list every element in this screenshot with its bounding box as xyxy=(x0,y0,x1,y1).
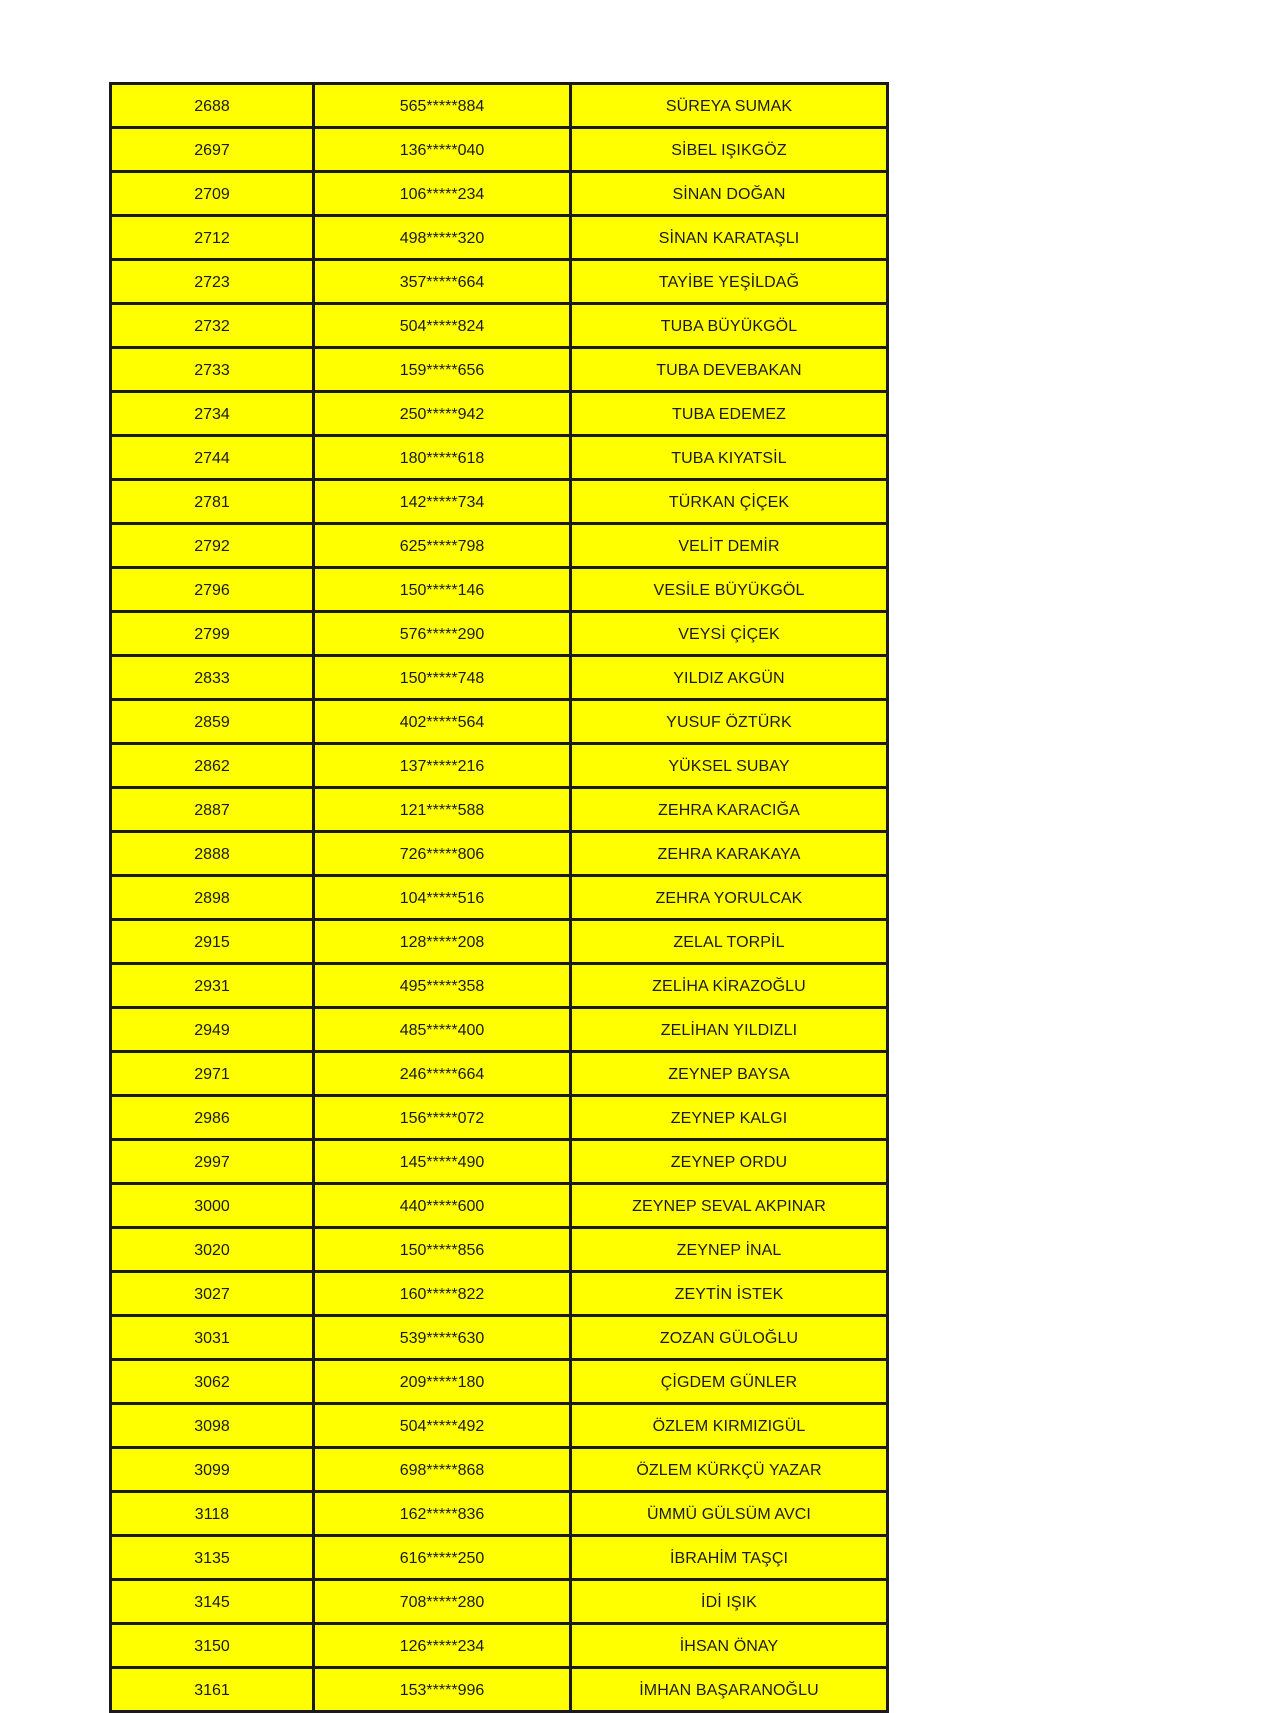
row-number-cell: 2859 xyxy=(111,700,314,744)
masked-id-cell: 153*****996 xyxy=(314,1668,571,1712)
row-number-cell: 3000 xyxy=(111,1184,314,1228)
roster-table-body xyxy=(111,84,888,1712)
table-row xyxy=(111,172,888,216)
roster-table xyxy=(109,82,889,1713)
full-name-cell: ZEHRA KARAKAYA xyxy=(571,832,888,876)
table-row xyxy=(111,84,888,128)
table-row xyxy=(111,1052,888,1096)
masked-id-cell: 121*****588 xyxy=(314,788,571,832)
masked-id-cell: 708*****280 xyxy=(314,1580,571,1624)
row-number-cell: 3099 xyxy=(111,1448,314,1492)
table-row xyxy=(111,392,888,436)
row-number-cell: 2733 xyxy=(111,348,314,392)
masked-id-cell: 357*****664 xyxy=(314,260,571,304)
full-name-cell: SÜREYA SUMAK xyxy=(571,84,888,128)
row-number-cell: 2888 xyxy=(111,832,314,876)
masked-id-cell: 209*****180 xyxy=(314,1360,571,1404)
full-name-cell: İHSAN ÖNAY xyxy=(571,1624,888,1668)
row-number-cell: 3161 xyxy=(111,1668,314,1712)
table-row xyxy=(111,832,888,876)
table-row xyxy=(111,1580,888,1624)
full-name-cell: VEYSİ ÇİÇEK xyxy=(571,612,888,656)
masked-id-cell: 160*****822 xyxy=(314,1272,571,1316)
row-number-cell: 2898 xyxy=(111,876,314,920)
full-name-cell: ZOZAN GÜLOĞLU xyxy=(571,1316,888,1360)
table-row xyxy=(111,568,888,612)
table-row xyxy=(111,524,888,568)
table-row xyxy=(111,1536,888,1580)
masked-id-cell: 156*****072 xyxy=(314,1096,571,1140)
table-row xyxy=(111,1668,888,1712)
masked-id-cell: 504*****492 xyxy=(314,1404,571,1448)
row-number-cell: 2792 xyxy=(111,524,314,568)
row-number-cell: 2781 xyxy=(111,480,314,524)
full-name-cell: ÜMMÜ GÜLSÜM AVCI xyxy=(571,1492,888,1536)
masked-id-cell: 126*****234 xyxy=(314,1624,571,1668)
full-name-cell: TUBA KIYATSİL xyxy=(571,436,888,480)
full-name-cell: SİBEL IŞIKGÖZ xyxy=(571,128,888,172)
full-name-cell: TAYİBE YEŞİLDAĞ xyxy=(571,260,888,304)
table-row xyxy=(111,1492,888,1536)
full-name-cell: YUSUF ÖZTÜRK xyxy=(571,700,888,744)
masked-id-cell: 142*****734 xyxy=(314,480,571,524)
full-name-cell: ZEYNEP İNAL xyxy=(571,1228,888,1272)
table-row xyxy=(111,216,888,260)
row-number-cell: 2732 xyxy=(111,304,314,348)
full-name-cell: YÜKSEL SUBAY xyxy=(571,744,888,788)
full-name-cell: ZEYNEP BAYSA xyxy=(571,1052,888,1096)
full-name-cell: TUBA DEVEBAKAN xyxy=(571,348,888,392)
row-number-cell: 2862 xyxy=(111,744,314,788)
full-name-cell: ZEHRA KARACIĞA xyxy=(571,788,888,832)
masked-id-cell: 104*****516 xyxy=(314,876,571,920)
row-number-cell: 2697 xyxy=(111,128,314,172)
table-row xyxy=(111,1096,888,1140)
masked-id-cell: 625*****798 xyxy=(314,524,571,568)
masked-id-cell: 159*****656 xyxy=(314,348,571,392)
masked-id-cell: 128*****208 xyxy=(314,920,571,964)
table-row xyxy=(111,876,888,920)
row-number-cell: 2986 xyxy=(111,1096,314,1140)
full-name-cell: İDİ IŞIK xyxy=(571,1580,888,1624)
row-number-cell: 3027 xyxy=(111,1272,314,1316)
table-row xyxy=(111,1404,888,1448)
masked-id-cell: 539*****630 xyxy=(314,1316,571,1360)
table-row xyxy=(111,480,888,524)
table-row xyxy=(111,1316,888,1360)
masked-id-cell: 485*****400 xyxy=(314,1008,571,1052)
row-number-cell: 3062 xyxy=(111,1360,314,1404)
row-number-cell: 3150 xyxy=(111,1624,314,1668)
table-row xyxy=(111,744,888,788)
full-name-cell: ZELİHAN YILDIZLI xyxy=(571,1008,888,1052)
table-row xyxy=(111,1228,888,1272)
full-name-cell: İMHAN BAŞARANOĞLU xyxy=(571,1668,888,1712)
full-name-cell: TUBA EDEMEZ xyxy=(571,392,888,436)
table-row xyxy=(111,128,888,172)
row-number-cell: 2915 xyxy=(111,920,314,964)
row-number-cell: 3135 xyxy=(111,1536,314,1580)
masked-id-cell: 616*****250 xyxy=(314,1536,571,1580)
masked-id-cell: 145*****490 xyxy=(314,1140,571,1184)
masked-id-cell: 137*****216 xyxy=(314,744,571,788)
masked-id-cell: 565*****884 xyxy=(314,84,571,128)
row-number-cell: 2833 xyxy=(111,656,314,700)
row-number-cell: 2799 xyxy=(111,612,314,656)
row-number-cell: 3020 xyxy=(111,1228,314,1272)
row-number-cell: 3031 xyxy=(111,1316,314,1360)
full-name-cell: ZELAL TORPİL xyxy=(571,920,888,964)
full-name-cell: ÖZLEM KIRMIZIGÜL xyxy=(571,1404,888,1448)
table-row xyxy=(111,920,888,964)
full-name-cell: SİNAN KARATAŞLI xyxy=(571,216,888,260)
full-name-cell: VELİT DEMİR xyxy=(571,524,888,568)
table-row xyxy=(111,612,888,656)
masked-id-cell: 576*****290 xyxy=(314,612,571,656)
full-name-cell: YILDIZ AKGÜN xyxy=(571,656,888,700)
masked-id-cell: 106*****234 xyxy=(314,172,571,216)
masked-id-cell: 180*****618 xyxy=(314,436,571,480)
full-name-cell: ZEYTİN İSTEK xyxy=(571,1272,888,1316)
row-number-cell: 2709 xyxy=(111,172,314,216)
row-number-cell: 2734 xyxy=(111,392,314,436)
full-name-cell: SİNAN DOĞAN xyxy=(571,172,888,216)
masked-id-cell: 162*****836 xyxy=(314,1492,571,1536)
full-name-cell: ZEYNEP SEVAL AKPINAR xyxy=(571,1184,888,1228)
row-number-cell: 2796 xyxy=(111,568,314,612)
table-row xyxy=(111,656,888,700)
full-name-cell: TÜRKAN ÇİÇEK xyxy=(571,480,888,524)
masked-id-cell: 150*****748 xyxy=(314,656,571,700)
row-number-cell: 2723 xyxy=(111,260,314,304)
masked-id-cell: 698*****868 xyxy=(314,1448,571,1492)
full-name-cell: VESİLE BÜYÜKGÖL xyxy=(571,568,888,612)
table-row xyxy=(111,304,888,348)
row-number-cell: 3118 xyxy=(111,1492,314,1536)
row-number-cell: 2712 xyxy=(111,216,314,260)
masked-id-cell: 726*****806 xyxy=(314,832,571,876)
masked-id-cell: 504*****824 xyxy=(314,304,571,348)
full-name-cell: ZEYNEP ORDU xyxy=(571,1140,888,1184)
row-number-cell: 2949 xyxy=(111,1008,314,1052)
row-number-cell: 2931 xyxy=(111,964,314,1008)
table-row xyxy=(111,1272,888,1316)
masked-id-cell: 150*****856 xyxy=(314,1228,571,1272)
masked-id-cell: 402*****564 xyxy=(314,700,571,744)
full-name-cell: TUBA BÜYÜKGÖL xyxy=(571,304,888,348)
table-row xyxy=(111,1360,888,1404)
table-row xyxy=(111,1448,888,1492)
full-name-cell: ÖZLEM KÜRKÇÜ YAZAR xyxy=(571,1448,888,1492)
table-row xyxy=(111,1184,888,1228)
table-row xyxy=(111,436,888,480)
row-number-cell: 3098 xyxy=(111,1404,314,1448)
table-row xyxy=(111,700,888,744)
masked-id-cell: 250*****942 xyxy=(314,392,571,436)
table-row xyxy=(111,964,888,1008)
table-row xyxy=(111,260,888,304)
masked-id-cell: 498*****320 xyxy=(314,216,571,260)
row-number-cell: 2744 xyxy=(111,436,314,480)
row-number-cell: 3145 xyxy=(111,1580,314,1624)
masked-id-cell: 440*****600 xyxy=(314,1184,571,1228)
full-name-cell: ZEHRA YORULCAK xyxy=(571,876,888,920)
masked-id-cell: 136*****040 xyxy=(314,128,571,172)
masked-id-cell: 495*****358 xyxy=(314,964,571,1008)
full-name-cell: ÇİGDEM GÜNLER xyxy=(571,1360,888,1404)
table-row xyxy=(111,1140,888,1184)
full-name-cell: ZELİHA KİRAZOĞLU xyxy=(571,964,888,1008)
table-row xyxy=(111,1008,888,1052)
row-number-cell: 2971 xyxy=(111,1052,314,1096)
table-row xyxy=(111,1624,888,1668)
row-number-cell: 2887 xyxy=(111,788,314,832)
masked-id-cell: 150*****146 xyxy=(314,568,571,612)
row-number-cell: 2688 xyxy=(111,84,314,128)
full-name-cell: ZEYNEP KALGI xyxy=(571,1096,888,1140)
row-number-cell: 2997 xyxy=(111,1140,314,1184)
full-name-cell: İBRAHİM TAŞÇI xyxy=(571,1536,888,1580)
table-row xyxy=(111,348,888,392)
table-row xyxy=(111,788,888,832)
masked-id-cell: 246*****664 xyxy=(314,1052,571,1096)
